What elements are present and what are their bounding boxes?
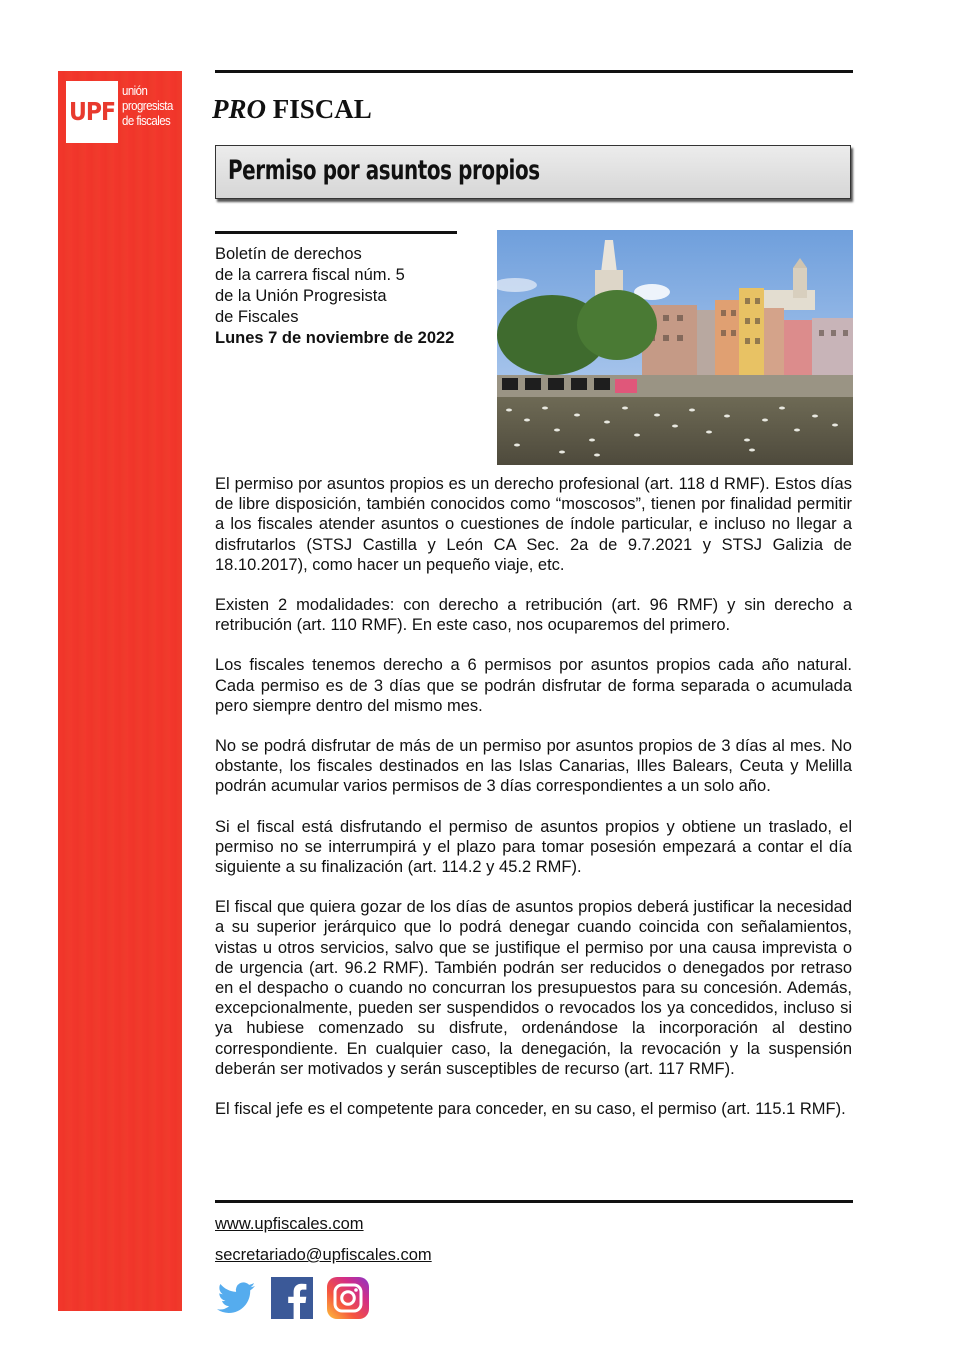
intro-divider (215, 231, 457, 234)
red-sidebar (58, 71, 182, 1311)
logo-text: unión progresista de fiscales (122, 83, 173, 128)
article-body (215, 474, 852, 1139)
paragraph: El fiscal que quiera gozar de los días de asuntos propios deberá justificar la necesidad a su superior jerárquico que lo podrá denegar cuando coincida con señalamientos, vistas u otros servicios, salvo que se justifique el permiso por una causa imprevista o de urgencia (art. 96.2 RMF). También podrán ser reducidos o denegados por retraso en el despacho o cuando no concurran los presupuestos para su concesión. Además, excepcionalmente, pueden ser suspendidos o revocados los ya concedidos, incluso si ya hubiese comenzado su disfrute, ordenándose la incorporación al destino correspondiente. En cualquier caso, la denegación, la revocación y la suspensión deberán ser motivados y serán susceptibles de recurso (art. 117 RMF). (215, 898, 852, 1078)
website-link[interactable]: www.upfiscales.com (215, 1215, 364, 1233)
paragraph: No se podrá disfrutar de más de un permiso por asuntos propios de 3 días al mes. No obstante, los fiscales destinados en las Islas Canarias, Illes Balears, Ceuta y Melilla podrán acumular varios permisos de 3 días correspondientes a un solo año. (215, 737, 852, 796)
cathedral-tower (793, 268, 807, 298)
bulletin-date: Lunes 7 de noviembre de 2022 (215, 329, 455, 347)
page-title: Permiso por asuntos propios (228, 155, 540, 186)
footer-links (215, 1214, 432, 1276)
top-divider (215, 70, 853, 73)
instagram-icon[interactable] (327, 1277, 369, 1319)
paragraph: El fiscal jefe es el competente para conceder, en su caso, el permiso (art. 115.1 RMF). (215, 1100, 846, 1119)
title-banner (215, 145, 851, 199)
photo-illustration (497, 230, 853, 465)
publication-name: PRO FISCAL (212, 94, 372, 124)
social-icons (215, 1277, 369, 1319)
bulletin-intro: Boletín de derechos de la carrera fiscal núm. 5 de la Unión Progresista de Fiscales Lunes 7 de noviembre de 2022 (215, 245, 455, 347)
logo-mark: UPF (66, 81, 118, 143)
paragraph: Si el fiscal está disfrutando el permiso de asuntos propios y obtiene un traslado, el permiso no se interrumpirá y el plazo para tomar posesión empezará a contar el día siguiente a su finalización (art. 114.2 y 45.2 RMF). (215, 817, 852, 877)
twitter-icon[interactable] (215, 1277, 257, 1319)
email-link[interactable]: secretariado@upfiscales.com (215, 1246, 432, 1264)
paragraph: Existen 2 modalidades: con derecho a retribución (art. 96 RMF) y sin derecho a retribución (art. 110 RMF). En este caso, nos ocuparemos del primero. (215, 596, 852, 635)
girona-photo (497, 230, 853, 465)
paragraph: El permiso por asuntos propios es un derecho profesional (art. 118 d RMF). Estos días de libre disposición, también conocidos como “moscosos”, tienen por finalidad permitir a los fiscales atender asuntos o cuestiones de índole particular, e incluso no llegar a disfrutarlos (STSJ Castilla y León CA Sec. 2a de 9.7.2021 y STSJ Galizia de 18.10.2017), como hacer un pequeño viaje, etc. (215, 475, 852, 574)
upf-logo (66, 81, 182, 143)
footer-divider (215, 1200, 853, 1203)
river (497, 397, 853, 465)
facebook-icon[interactable] (271, 1277, 313, 1319)
paragraph: Los fiscales tenemos derecho a 6 permisos por asuntos propios cada año natural. Cada permiso es de 3 días que se podrán disfrutar de forma separada o acumulada pero siempre dentro del mismo mes. (215, 656, 852, 715)
